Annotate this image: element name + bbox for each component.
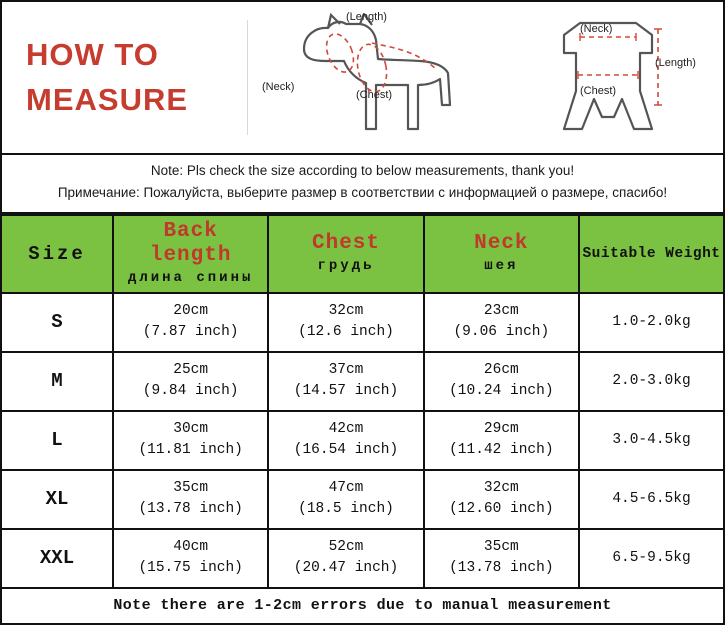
dog-illustration-svg [268, 10, 478, 143]
cell-back-length [113, 529, 268, 588]
size-table-head [1, 215, 724, 292]
header-chest-en: Chest [311, 232, 380, 256]
page-title [2, 2, 247, 153]
cell-neck [424, 529, 579, 588]
cell-back-length-cm: 25cm [173, 362, 209, 379]
header-chest-ru: грудь [317, 258, 375, 275]
header-size: Size [1, 215, 113, 292]
cell-chest-in: (20.47 inch) [293, 560, 399, 577]
cell-neck [424, 293, 579, 352]
cell-neck [424, 470, 579, 529]
cell-size: XL [1, 470, 113, 529]
table-row [1, 293, 724, 352]
cell-chest-cm: 37cm [328, 362, 364, 379]
header-band [0, 0, 725, 155]
cell-neck-in: (11.42 inch) [449, 442, 554, 459]
footer-note: Note there are 1-2cm errors due to manual measurement [1, 588, 724, 624]
cell-chest [268, 529, 423, 588]
cell-chest-cm: 52cm [328, 539, 364, 556]
cell-neck-in: (12.60 inch) [449, 501, 554, 518]
cell-weight: 3.0-4.5kg [579, 411, 724, 470]
cell-chest-cm: 42cm [328, 421, 364, 438]
cell-neck-in: (10.24 inch) [449, 383, 554, 400]
cell-neck-in: (9.06 inch) [453, 324, 550, 341]
size-table-body [1, 293, 724, 588]
cell-back-length-cm: 30cm [173, 421, 209, 438]
cell-back-length [113, 411, 268, 470]
cell-size: S [1, 293, 113, 352]
size-table-foot [1, 588, 724, 624]
cell-chest-in: (14.57 inch) [293, 383, 399, 400]
cell-back-length [113, 293, 268, 352]
table-row [1, 411, 724, 470]
dog-length-label: (Length) [346, 10, 387, 23]
garment-neck-label: (Neck) [580, 22, 613, 35]
cell-neck-cm: 32cm [483, 480, 519, 497]
notes-section [0, 155, 725, 214]
cell-weight: 2.0-3.0kg [579, 352, 724, 411]
cell-back-length-in: (15.75 inch) [138, 560, 243, 577]
header-neck [424, 215, 579, 292]
size-table [0, 214, 725, 624]
cell-weight: 1.0-2.0kg [579, 293, 724, 352]
dog-measurement-diagram [262, 10, 478, 143]
cell-back-length [113, 352, 268, 411]
header-weight: Suitable Weight [579, 215, 724, 292]
garment-chest-label: (Chest) [580, 84, 617, 97]
cell-chest [268, 293, 423, 352]
header-figures [248, 2, 723, 153]
header-neck-ru: шея [484, 258, 519, 275]
table-row [1, 529, 724, 588]
page-title-line1: HOW TO [26, 36, 159, 72]
header-back-length-ru: длина спины [127, 270, 254, 287]
cell-back-length-in: (13.78 inch) [138, 501, 243, 518]
cell-back-length-in: (11.81 inch) [138, 442, 243, 459]
cell-back-length-cm: 20cm [173, 303, 209, 320]
cell-size: XXL [1, 529, 113, 588]
note-english: Note: Pls check the size according to below measurements, thank you! [150, 163, 575, 178]
dog-neck-label: (Neck) [262, 80, 295, 93]
cell-size: L [1, 411, 113, 470]
cell-chest-in: (18.5 inch) [298, 501, 394, 518]
cell-neck-cm: 35cm [483, 539, 519, 556]
garment-measurement-diagram [518, 13, 703, 143]
cell-chest-cm: 47cm [328, 480, 364, 497]
cell-neck [424, 411, 579, 470]
cell-size: M [1, 352, 113, 411]
cell-neck-cm: 26cm [483, 362, 519, 379]
dog-chest-label: (Chest) [356, 88, 393, 101]
cell-chest [268, 352, 423, 411]
cell-back-length-in: (7.87 inch) [142, 324, 239, 341]
cell-neck-cm: 23cm [483, 303, 519, 320]
cell-back-length-in: (9.84 inch) [142, 383, 239, 400]
cell-neck-cm: 29cm [483, 421, 519, 438]
header-neck-en: Neck [474, 232, 529, 256]
cell-back-length-cm: 40cm [173, 539, 209, 556]
table-row [1, 352, 724, 411]
cell-chest-in: (16.54 inch) [293, 442, 399, 459]
cell-back-length-cm: 35cm [173, 480, 209, 497]
garment-length-label: (Length) [655, 56, 696, 69]
cell-back-length [113, 470, 268, 529]
cell-chest [268, 470, 423, 529]
cell-neck-in: (13.78 inch) [449, 560, 554, 577]
cell-chest [268, 411, 423, 470]
cell-chest-cm: 32cm [328, 303, 364, 320]
cell-neck [424, 352, 579, 411]
table-header-row [1, 215, 724, 292]
table-footer-row [1, 588, 724, 624]
header-back-length [113, 215, 268, 292]
header-back-length-en: Back length [149, 220, 232, 268]
page-title-line2: MEASURE [26, 81, 189, 117]
note-russian: Примечание: Пожалуйста, выберите размер в соответствии с информацией о размере, спасибо! [57, 185, 668, 201]
cell-weight: 6.5-9.5kg [579, 529, 724, 588]
header-chest [268, 215, 423, 292]
cell-weight: 4.5-6.5kg [579, 470, 724, 529]
table-row [1, 470, 724, 529]
cell-chest-in: (12.6 inch) [298, 324, 394, 341]
